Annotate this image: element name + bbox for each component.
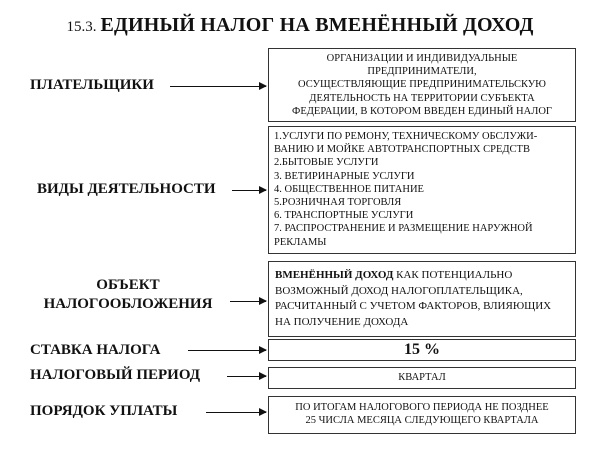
label-object [28, 276, 228, 314]
object-bold-term: ВМЕНЁННЫЙ ДОХОД [275, 269, 394, 281]
payers-line: ПРЕДПРИНИМАТЕЛИ, [367, 66, 477, 78]
object-line: ВОЗМОЖНЫЙ ДОХОД НАЛОГОПЛАТЕЛЬЩИКА, [275, 284, 523, 297]
arrow-rate [188, 350, 266, 351]
activity-line: РЕКЛАМЫ [274, 236, 327, 248]
activity-line: 7. РАСПРОСТРАНЕНИЕ И РАЗМЕЩЕНИЕ НАРУЖНОЙ [274, 223, 533, 235]
arrow-payers [170, 86, 266, 87]
activity-line: ВАНИЮ И МОЙКЕ АВТОТРАНСПОРТНЫХ СРЕДСТВ [274, 144, 530, 156]
label-activities: ВИДЫ ДЕЯТЕЛЬНОСТИ [37, 181, 216, 197]
object-first-line-rest: КАК ПОТЕНЦИАЛЬНО [393, 269, 513, 281]
payment-line: 25 ЧИСЛА МЕСЯЦА СЛЕДУЮЩЕГО КВАРТАЛА [305, 415, 539, 427]
label-object-line1: ОБЪЕКТ [96, 277, 160, 293]
activity-line: 6. ТРАНСПОРТНЫЕ УСЛУГИ [274, 210, 414, 222]
object-line: НА ПОЛУЧЕНИЕ ДОХОДА [275, 315, 409, 328]
payers-line: ОРГАНИЗАЦИИ И ИНДИВИДУАЛЬНЫЕ [326, 53, 518, 64]
object-line: РАСЧИТАННЫЙ С УЧЕТОМ ФАКТОРОВ, ВЛИЯЮЩИХ [275, 300, 552, 312]
activity-line: 1.УСЛУГИ ПО РЕМОНУ, ТЕХНИЧЕСКОМУ ОБСЛУЖИ- [274, 131, 538, 142]
activity-line: 2.БЫТОВЫЕ УСЛУГИ [274, 157, 379, 169]
label-period: НАЛОГОВЫЙ ПЕРИОД [30, 367, 201, 383]
label-object-line2: НАЛОГООБЛОЖЕНИЯ [43, 296, 213, 312]
label-payers: ПЛАТЕЛЬЩИКИ [30, 77, 154, 93]
box-object [268, 261, 576, 337]
title-text: ЕДИНЫЙ НАЛОГ НА ВМЕНЁННЫЙ ДОХОД [100, 14, 534, 36]
box-rate: 15 % [268, 339, 576, 361]
box-payment [268, 396, 576, 434]
label-payment: ПОРЯДОК УПЛАТЫ [30, 403, 178, 419]
arrow-object [230, 301, 266, 302]
box-payers [268, 48, 576, 122]
payers-line: ОСУЩЕСТВЛЯЮЩИЕ ПРЕДПРИНИМАТЕЛЬСКУЮ [298, 79, 546, 91]
box-activities [268, 126, 576, 254]
payers-line: ДЕЯТЕЛЬНОСТЬ НА ТЕРРИТОРИИ СУБЪЕКТА [309, 92, 535, 104]
arrow-activities [232, 190, 266, 191]
arrow-payment [206, 412, 266, 413]
payers-line: ФЕДЕРАЦИИ, В КОТОРОМ ВВЕДЕН ЕДИНЫЙ НАЛОГ [292, 105, 552, 117]
box-period: КВАРТАЛ [268, 367, 576, 389]
activity-line: 3. ВЕТИРИНАРНЫЕ УСЛУГИ [274, 170, 415, 182]
diagram-title [0, 14, 600, 37]
activity-line: 4. ОБЩЕСТВЕННОЕ ПИТАНИЕ [274, 183, 424, 195]
object-first-line [275, 268, 575, 284]
payment-line: ПО ИТОГАМ НАЛОГОВОГО ПЕРИОДА НЕ ПОЗДНЕЕ [295, 402, 549, 413]
title-number: 15.3. [66, 19, 97, 35]
activity-line: 5.РОЗНИЧНАЯ ТОРГОВЛЯ [274, 197, 402, 209]
arrow-period [227, 376, 266, 377]
label-rate: СТАВКА НАЛОГА [30, 342, 161, 358]
